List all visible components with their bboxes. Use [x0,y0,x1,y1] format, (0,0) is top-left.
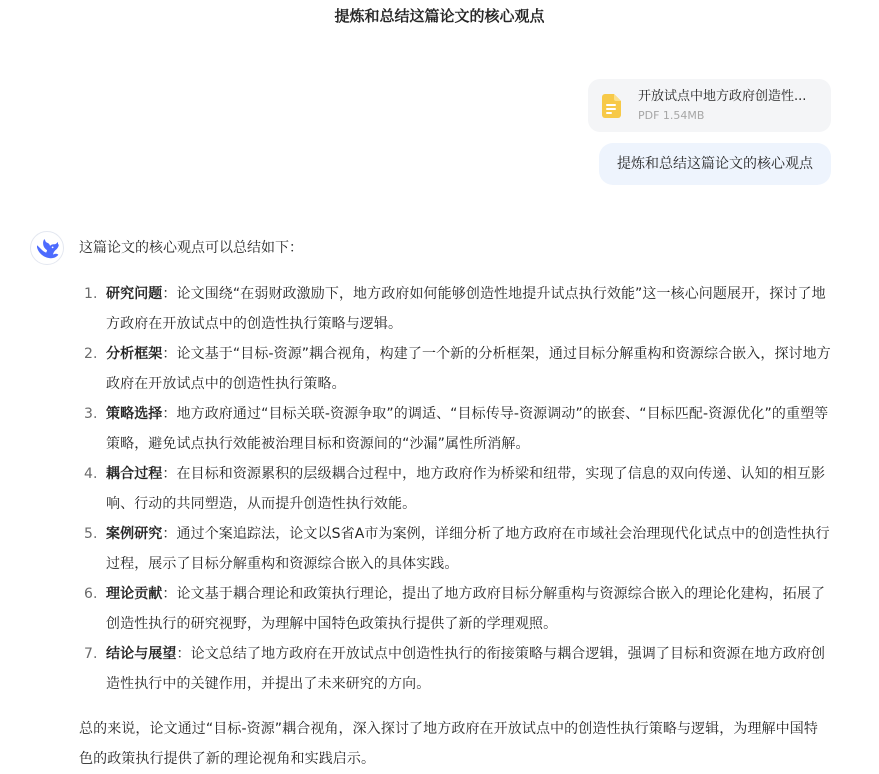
list-number: 7. [84,646,98,662]
document-icon [602,94,621,118]
list-number: 3. [84,406,98,422]
whale-logo-icon [37,239,59,259]
point-title: 耦合过程 [106,466,163,482]
point-title: 分析框架 [106,346,163,362]
point-body: ：通过个案追踪法，论文以S省A市为案例，详细分析了地方政府在市域社会治理现代化试点中的创造性执行过程，展示了目标分解重构和资源综合嵌入的具体实践。 [106,526,830,572]
point-title: 研究问题 [106,286,163,302]
list-number: 1. [84,286,98,302]
list-item [79,279,839,339]
point-title: 案例研究 [106,526,163,542]
point-body: ：地方政府通过“目标关联-资源争取”的调适、“目标传导-资源调动”的嵌套、“目标匹配-资源优化”的重塑等策略，避免试点执行效能被治理目标和资源间的“沙漏”属性所消解。 [106,406,829,452]
list-item [79,639,839,699]
list-item [79,339,839,399]
point-title: 结论与展望 [106,646,177,662]
assistant-intro: 这篇论文的核心观点可以总结如下： [79,240,303,256]
attachment-file-meta: PDF 1.54MB [638,109,705,122]
point-body: ：在目标和资源累积的层级耦合过程中，地方政府作为桥梁和纽带，实现了信息的双向传递、认知的相互影响、行动的共同塑造，从而提升创造性执行效能。 [106,466,826,512]
assistant-summary: 总的来说，论文通过“目标-资源”耦合视角，深入探讨了地方政府在开放试点中的创造性执行策略与逻辑，为理解中国特色的政策执行提供了新的理论视角和实践启示。 [79,721,818,767]
point-body: ：论文基于耦合理论和政策执行理论，提出了地方政府目标分解重构与资源综合嵌入的理论化建构，拓展了创造性执行的研究视野，为理解中国特色政策执行提供了新的学理观照。 [106,586,826,632]
list-item [79,399,839,459]
list-number: 5. [84,526,98,542]
point-body: ：论文围绕“在弱财政激励下，地方政府如何能够创造性地提升试点执行效能”这一核心问题展开，探讨了地方政府在开放试点中的创造性执行策略与逻辑。 [106,286,826,332]
list-number: 6. [84,586,98,602]
list-item [79,459,839,519]
list-number: 4. [84,466,98,482]
attachment-file-name: 开放试点中地方政府创造性... [638,89,807,104]
list-number: 2. [84,346,98,362]
point-title: 策略选择 [106,406,163,422]
user-message-bubble: 提炼和总结这篇论文的核心观点 [599,143,831,185]
key-points-list [79,279,839,699]
point-body: ：论文基于“目标-资源”耦合视角，构建了一个新的分析框架，通过目标分解重构和资源综合嵌入，探讨地方政府在开放试点中的创造性执行策略。 [106,346,831,392]
list-item [79,579,839,639]
list-item [79,519,839,579]
point-body: ：论文总结了地方政府在开放试点中创造性执行的衔接策略与耦合逻辑，强调了目标和资源在地方政府创造性执行中的关键作用，并提出了未来研究的方向。 [106,646,826,692]
point-title: 理论贡献 [106,586,163,602]
assistant-avatar [30,231,64,265]
page-title: 提炼和总结这篇论文的核心观点 [334,7,545,25]
attachment-card[interactable] [588,79,831,132]
